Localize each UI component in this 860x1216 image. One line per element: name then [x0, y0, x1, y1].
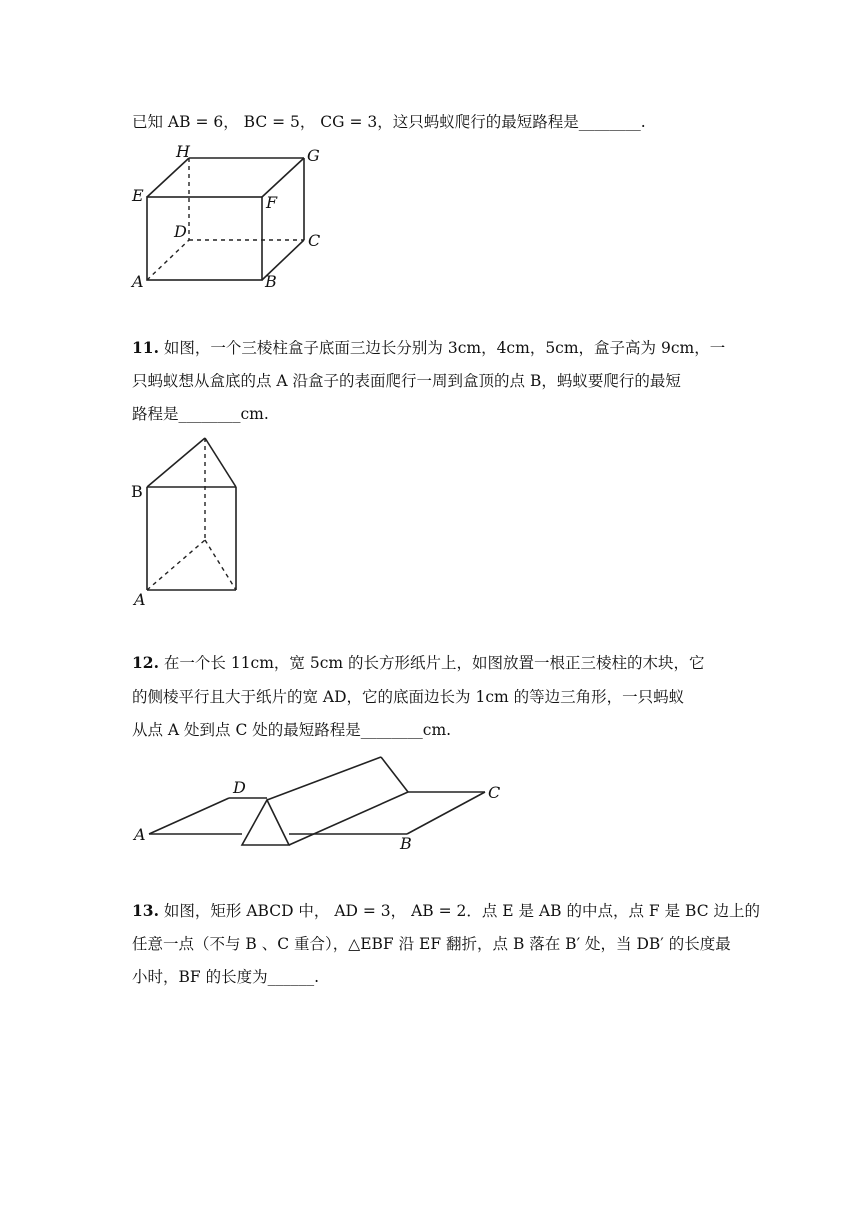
label-D: D: [174, 222, 187, 241]
label-C: C: [488, 783, 501, 802]
label-B: B: [400, 834, 412, 853]
label-G: G: [307, 146, 320, 165]
label-C: C: [308, 231, 321, 250]
q12-number: 12.: [132, 653, 159, 672]
q12-line1: [132, 652, 705, 674]
label-F: F: [266, 193, 278, 212]
label-H: H: [176, 142, 190, 161]
label-B: B: [131, 482, 143, 501]
q13-text-line1: 如图，矩形 ABCD 中， AD = 3， AB = 2．点 E 是 AB 的中点，点 F 是 BC 边上的: [163, 902, 760, 920]
q13-number: 13.: [132, 901, 159, 920]
q12-text-line1: 在一个长 11cm，宽 5cm 的长方形纸片上，如图放置一根正三棱柱的木块，它: [163, 654, 705, 672]
q11-text-line1: 如图，一个三棱柱盒子底面三边长分别为 3cm，4cm，5cm，盒子高为 9cm，一: [163, 339, 726, 357]
q13-text-line3: 小时，BF 的长度为______.: [132, 968, 319, 986]
q11-line1: [132, 337, 725, 359]
q10-text-line1: 已知 AB = 6， BC = 5， CG = 3，这只蚂蚁爬行的最短路程是________.: [132, 113, 646, 131]
q11-text-line2: 只蚂蚁想从盒底的点 A 沿盒子的表面爬行一周到盒顶的点 B，蚂蚁要爬行的最短: [132, 372, 681, 390]
figure-10-cuboid: [125, 140, 335, 295]
label-D: D: [233, 778, 246, 797]
q12-text-line2: 的侧棱平行且大于纸片的宽 AD，它的底面边长为 1cm 的等边三角形，一只蚂蚁: [132, 688, 685, 706]
q11-number: 11.: [132, 338, 159, 357]
label-A: A: [134, 825, 146, 844]
label-E: E: [132, 186, 144, 205]
q13-line1: [132, 900, 760, 922]
q11-text-line3: 路程是________cm.: [132, 405, 269, 423]
label-B: B: [265, 272, 277, 291]
label-A: A: [134, 590, 146, 609]
q12-text-line3: 从点 A 处到点 C 处的最短路程是________cm.: [132, 721, 452, 739]
figure-12-paper-prism: [125, 752, 515, 857]
label-A: A: [132, 272, 144, 291]
q13-text-line2: 任意一点（不与 B 、C 重合），△EBF 沿 EF 翻折，点 B 落在 B′ 处，当 DB′ 的长度最: [132, 935, 731, 953]
figure-11-prism: [125, 430, 255, 610]
